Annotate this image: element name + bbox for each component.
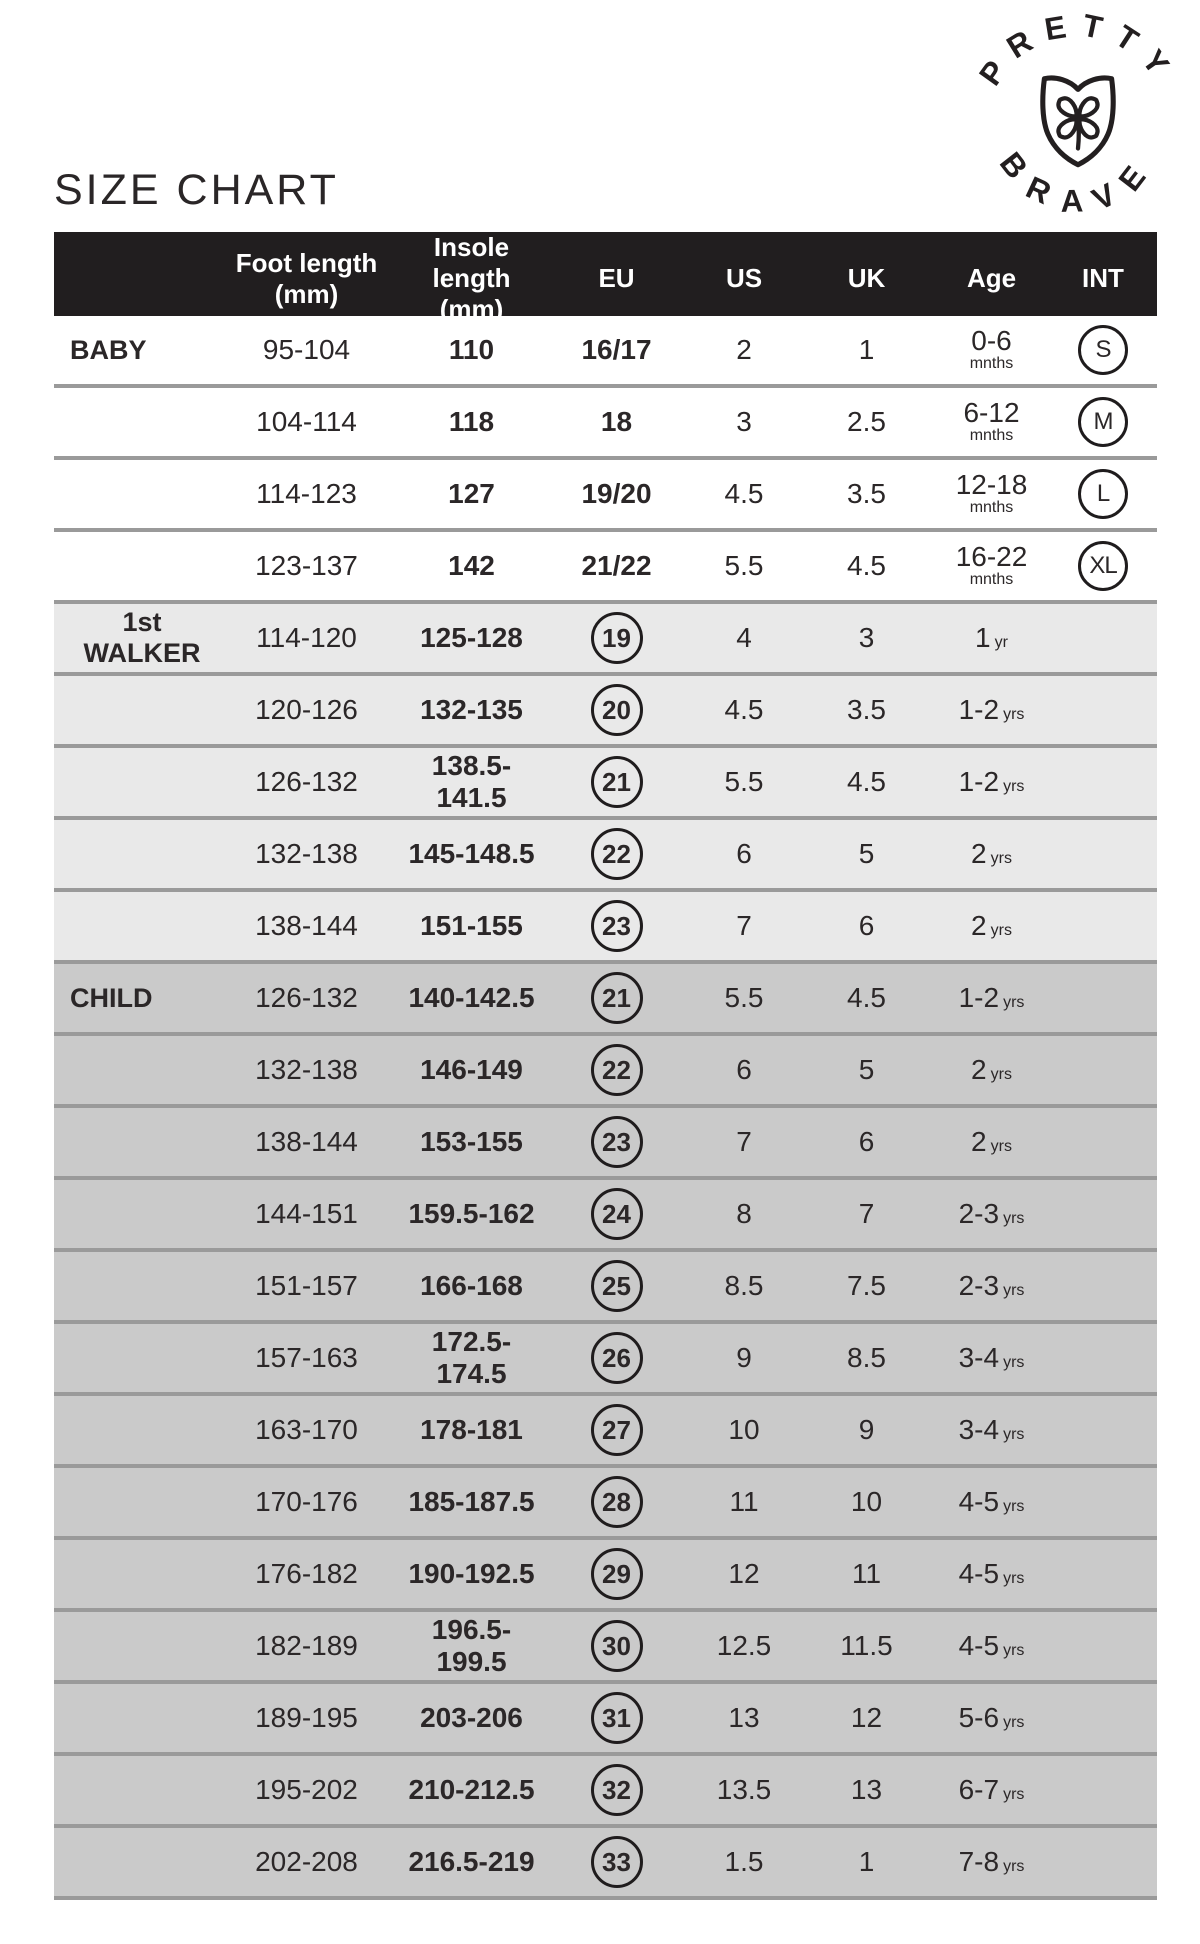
eu-size-circle: 33: [591, 1836, 643, 1888]
eu-size-cell: [544, 756, 689, 808]
age-cell: [934, 1558, 1049, 1590]
age-value: [959, 1630, 1025, 1662]
uk-size-value: 3: [858, 622, 875, 653]
row-category-label: CHILD: [70, 982, 153, 1013]
header-cell-us: US: [725, 263, 763, 293]
eu-size-circle: 29: [591, 1548, 643, 1600]
age-range: 3-4: [958, 1342, 1000, 1373]
age-cell: [934, 694, 1049, 726]
age-cell: [934, 1342, 1049, 1374]
eu-size-value: 21/22: [581, 550, 652, 581]
uk-size-value: 11.5: [840, 1630, 893, 1661]
eu-size-cell: [544, 406, 689, 438]
int-size-cell: [1049, 397, 1157, 447]
age-value: [963, 399, 1019, 445]
eu-size-cell: [544, 1692, 689, 1744]
age-unit: yrs: [1003, 1282, 1025, 1299]
age-cell: [934, 399, 1049, 445]
table-row: [54, 892, 1157, 964]
age-unit: yrs: [990, 1138, 1012, 1155]
age-cell: [934, 327, 1049, 373]
eu-size-circle: 21: [591, 972, 643, 1024]
table-row: [54, 1036, 1157, 1108]
table-row: [54, 748, 1157, 820]
eu-size-circle: 25: [591, 1260, 643, 1312]
eu-size-circle: 21: [591, 756, 643, 808]
uk-size-value: 3.5: [847, 478, 886, 509]
insole-length-value: 166-168: [420, 1270, 523, 1301]
age-range: 16-22: [955, 541, 1028, 572]
insole-length-value: 178-181: [420, 1414, 523, 1445]
age-range: 4-5: [958, 1486, 1000, 1517]
age-range: 2: [971, 1054, 987, 1085]
age-range: 5-6: [958, 1702, 1000, 1733]
age-range: 3-4: [958, 1414, 1000, 1445]
us-size-value: 7: [736, 910, 752, 941]
age-cell: [934, 543, 1049, 589]
insole-length-value: 203-206: [420, 1702, 523, 1733]
age-unit: yrs: [1003, 1210, 1025, 1227]
int-size-circle: L: [1078, 469, 1128, 519]
eu-size-circle: 22: [591, 828, 643, 880]
us-size-value: 9: [736, 1342, 752, 1373]
age-unit: yrs: [1003, 1786, 1025, 1803]
age-unit: yrs: [1003, 1714, 1025, 1731]
eu-size-cell: [544, 1188, 689, 1240]
foot-length-value: 126-132: [255, 766, 358, 797]
insole-length-value: 110: [448, 334, 495, 365]
us-size-value: 8: [736, 1198, 752, 1229]
age-unit: yrs: [990, 1066, 1012, 1083]
header-cell-eu: EU: [598, 263, 635, 293]
age-value: [959, 1270, 1025, 1302]
us-size-value: 8.5: [724, 1270, 764, 1301]
table-row: [54, 316, 1157, 388]
uk-size-value: 4.5: [847, 982, 886, 1013]
insole-length-value: 153-155: [420, 1126, 523, 1157]
uk-size-value: 5: [858, 1054, 875, 1085]
age-range: 4-5: [958, 1558, 1000, 1589]
age-cell: [934, 1774, 1049, 1806]
brand-logo: [966, 12, 1190, 236]
uk-size-value: 13: [850, 1774, 883, 1805]
us-size-value: 2: [736, 334, 752, 365]
uk-size-value: 6: [858, 1126, 875, 1157]
age-cell: [934, 1702, 1049, 1734]
eu-size-cell: [544, 1620, 689, 1672]
eu-size-cell: [544, 1764, 689, 1816]
age-cell: [934, 1270, 1049, 1302]
header-cell-foot-length: Foot length (mm): [235, 247, 378, 309]
age-value: [959, 982, 1025, 1014]
foot-length-value: 189-195: [255, 1702, 358, 1733]
us-size-value: 1.5: [724, 1846, 764, 1877]
age-unit: yr: [994, 634, 1008, 651]
eu-size-cell: [544, 684, 689, 736]
eu-size-circle: 22: [591, 1044, 643, 1096]
table-row: [54, 1468, 1157, 1540]
foot-length-value: 114-123: [256, 478, 357, 509]
eu-size-value: 16/17: [581, 334, 652, 365]
age-value: [959, 694, 1025, 726]
age-range: 6-7: [958, 1774, 1000, 1805]
us-size-value: 10: [728, 1414, 760, 1445]
insole-length-value: 142: [448, 550, 495, 581]
logo-top-text: PRETTY: [971, 12, 1185, 92]
age-unit: yrs: [1003, 706, 1025, 723]
int-size-cell: [1049, 541, 1157, 591]
age-cell: [934, 622, 1049, 654]
row-category-label: 1st WALKER: [83, 607, 201, 668]
eu-size-cell: [544, 900, 689, 952]
table-row: [54, 1396, 1157, 1468]
age-range: 2: [971, 838, 987, 869]
us-size-value: 11: [729, 1486, 759, 1517]
age-unit: yrs: [990, 922, 1012, 939]
insole-length-value: 190-192.5: [408, 1558, 535, 1589]
eu-size-cell: [544, 550, 689, 582]
uk-size-value: 8.5: [847, 1342, 886, 1373]
age-range: 2: [971, 1126, 987, 1157]
header-cell-int: INT: [1082, 263, 1124, 293]
age-value: [971, 910, 1012, 942]
foot-length-value: 157-163: [255, 1342, 358, 1373]
foot-length-value: 132-138: [255, 838, 358, 869]
us-size-value: 4.5: [724, 478, 764, 509]
table-row: [54, 604, 1157, 676]
insole-length-value: 118: [448, 406, 495, 437]
foot-length-value: 163-170: [255, 1414, 358, 1445]
eu-size-circle: 30: [591, 1620, 643, 1672]
insole-length-value: 138.5-141.5: [431, 750, 512, 813]
uk-size-value: 7: [858, 1198, 875, 1229]
eu-size-circle: 32: [591, 1764, 643, 1816]
insole-length-value: 145-148.5: [408, 838, 535, 869]
insole-length-value: 185-187.5: [408, 1486, 535, 1517]
eu-size-value: 19/20: [581, 478, 652, 509]
us-size-value: 13: [728, 1702, 760, 1733]
age-range: 1: [975, 622, 991, 653]
eu-size-circle: 23: [591, 900, 643, 952]
header-cell-age: Age: [966, 263, 1017, 293]
age-cell: [934, 1126, 1049, 1158]
us-size-value: 3: [736, 406, 752, 437]
us-size-value: 5.5: [724, 766, 764, 797]
uk-size-value: 6: [858, 910, 875, 941]
logo-bottom-text: BRAVE: [992, 145, 1164, 219]
age-cell: [934, 982, 1049, 1014]
uk-size-value: 9: [858, 1414, 875, 1445]
uk-size-value: 10: [850, 1486, 883, 1517]
int-size-circle: XL: [1078, 541, 1128, 591]
foot-length-value: 182-189: [255, 1630, 358, 1661]
age-unit: yrs: [1003, 1858, 1025, 1875]
foot-length-value: 170-176: [255, 1486, 358, 1517]
us-size-value: 7: [736, 1126, 752, 1157]
eu-size-cell: [544, 612, 689, 664]
table-row: [54, 1540, 1157, 1612]
age-range: 12-18: [955, 469, 1028, 500]
eu-size-cell: [544, 478, 689, 510]
eu-size-circle: 28: [591, 1476, 643, 1528]
age-range: 1-2: [958, 694, 1000, 725]
insole-length-value: 125-128: [420, 622, 523, 653]
age-value: [959, 1198, 1025, 1230]
age-range: 2-3: [958, 1270, 1000, 1301]
insole-length-value: 140-142.5: [408, 982, 535, 1013]
header-cell-uk: UK: [847, 263, 886, 293]
eu-size-circle: 20: [591, 684, 643, 736]
foot-length-value: 104-114: [256, 406, 357, 437]
us-size-value: 4.5: [724, 694, 764, 725]
age-cell: [934, 1486, 1049, 1518]
uk-size-value: 1: [858, 334, 875, 365]
insole-length-value: 159.5-162: [408, 1198, 535, 1229]
eu-size-cell: [544, 1116, 689, 1168]
age-range: 6-12: [963, 397, 1020, 428]
table-row: [54, 820, 1157, 892]
age-range: 2-3: [958, 1198, 1000, 1229]
age-value: [956, 471, 1028, 517]
eu-size-cell: [544, 1260, 689, 1312]
us-size-value: 4: [736, 622, 752, 653]
foot-length-value: 202-208: [255, 1846, 358, 1877]
age-range: 4-5: [958, 1630, 1000, 1661]
eu-size-cell: [544, 334, 689, 366]
header-cell-insole-length: Insole length (mm): [432, 232, 511, 324]
uk-size-value: 1: [858, 1846, 875, 1877]
uk-size-value: 2.5: [847, 406, 886, 437]
shield-clover-icon: [1043, 78, 1113, 165]
foot-length-value: 176-182: [255, 1558, 358, 1589]
foot-length-value: 144-151: [255, 1198, 358, 1229]
age-value: [971, 1126, 1012, 1158]
foot-length-value: 132-138: [255, 1054, 358, 1085]
uk-size-value: 4.5: [847, 766, 886, 797]
row-category-label: BABY: [70, 334, 147, 365]
age-unit: yrs: [1003, 994, 1025, 1011]
page-title: SIZE CHART: [54, 166, 339, 214]
age-range: 0-6: [971, 325, 1012, 356]
uk-size-value: 11: [851, 1558, 882, 1589]
age-value: [959, 1486, 1025, 1518]
table-row: [54, 532, 1157, 604]
age-cell: [934, 838, 1049, 870]
us-size-value: 12.5: [716, 1630, 772, 1661]
insole-length-value: 151-155: [420, 910, 523, 941]
age-cell: [934, 1198, 1049, 1230]
table-row: [54, 460, 1157, 532]
insole-length-value: 216.5-219: [408, 1846, 535, 1877]
age-cell: [934, 766, 1049, 798]
age-unit: yrs: [1003, 778, 1025, 795]
age-value: [959, 1846, 1025, 1878]
eu-size-circle: 23: [591, 1116, 643, 1168]
age-cell: [934, 1414, 1049, 1446]
table-row: [54, 388, 1157, 460]
int-size-cell: [1049, 469, 1157, 519]
age-cell: [934, 471, 1049, 517]
age-range: 7-8: [958, 1846, 1000, 1877]
insole-length-value: 196.5-199.5: [431, 1614, 512, 1677]
age-range: 1-2: [958, 982, 1000, 1013]
table-row: [54, 1828, 1157, 1900]
age-value: [956, 543, 1028, 589]
us-size-value: 13.5: [716, 1774, 772, 1805]
us-size-value: 5.5: [724, 982, 764, 1013]
uk-size-value: 4.5: [847, 550, 886, 581]
table-header: [54, 232, 1157, 324]
eu-size-cell: [544, 1836, 689, 1888]
age-unit: yrs: [990, 850, 1012, 867]
eu-size-cell: [544, 1548, 689, 1600]
age-unit: yrs: [1003, 1354, 1025, 1371]
foot-length-value: 138-144: [255, 910, 358, 941]
age-cell: [934, 1054, 1049, 1086]
eu-size-circle: 31: [591, 1692, 643, 1744]
age-value: [970, 327, 1014, 373]
insole-length-value: 146-149: [420, 1054, 523, 1085]
table-row: [54, 1612, 1157, 1684]
uk-size-value: 12: [850, 1702, 883, 1733]
int-size-circle: M: [1078, 397, 1128, 447]
eu-size-circle: 24: [591, 1188, 643, 1240]
eu-size-circle: 19: [591, 612, 643, 664]
age-range: 2: [971, 910, 987, 941]
int-size-cell: [1049, 325, 1157, 375]
age-value: [959, 766, 1025, 798]
insole-length-value: 172.5-174.5: [431, 1326, 512, 1389]
age-value: [959, 1414, 1025, 1446]
eu-size-cell: [544, 972, 689, 1024]
age-unit: mnths: [969, 355, 1014, 372]
foot-length-value: 95-104: [262, 334, 351, 365]
eu-size-cell: [544, 1044, 689, 1096]
insole-length-value: 127: [448, 478, 495, 509]
age-value: [959, 1558, 1025, 1590]
table-row: [54, 676, 1157, 748]
table-row: [54, 1756, 1157, 1828]
table-row: [54, 1108, 1157, 1180]
age-value: [959, 1774, 1025, 1806]
foot-length-value: 126-132: [255, 982, 358, 1013]
age-unit: mnths: [969, 571, 1014, 588]
age-value: [959, 1702, 1025, 1734]
age-value: [959, 1342, 1025, 1374]
foot-length-value: 123-137: [255, 550, 358, 581]
size-table: [54, 232, 1157, 1900]
age-unit: yrs: [1003, 1642, 1025, 1659]
uk-size-value: 3.5: [847, 694, 886, 725]
us-size-value: 12: [728, 1558, 760, 1589]
foot-length-value: 138-144: [255, 1126, 358, 1157]
age-value: [975, 622, 1008, 654]
age-value: [971, 838, 1012, 870]
age-value: [971, 1054, 1012, 1086]
eu-size-cell: [544, 1476, 689, 1528]
foot-length-value: 120-126: [255, 694, 358, 725]
age-cell: [934, 910, 1049, 942]
eu-size-cell: [544, 1332, 689, 1384]
age-cell: [934, 1630, 1049, 1662]
age-cell: [934, 1846, 1049, 1878]
table-row: [54, 1684, 1157, 1756]
foot-length-value: 114-120: [256, 622, 357, 653]
eu-size-value: 18: [600, 406, 633, 437]
us-size-value: 6: [736, 838, 752, 869]
table-row: [54, 1180, 1157, 1252]
eu-size-circle: 26: [591, 1332, 643, 1384]
uk-size-value: 5: [858, 838, 875, 869]
age-unit: mnths: [969, 427, 1014, 444]
table-row: [54, 1252, 1157, 1324]
table-row: [54, 964, 1157, 1036]
age-unit: mnths: [969, 499, 1014, 516]
int-size-circle: S: [1078, 325, 1128, 375]
eu-size-cell: [544, 828, 689, 880]
age-unit: yrs: [1003, 1570, 1025, 1587]
insole-length-value: 132-135: [420, 694, 523, 725]
foot-length-value: 151-157: [255, 1270, 358, 1301]
eu-size-cell: [544, 1404, 689, 1456]
age-unit: yrs: [1003, 1426, 1025, 1443]
size-table-body: [54, 316, 1157, 1900]
us-size-value: 6: [736, 1054, 752, 1085]
us-size-value: 5.5: [724, 550, 764, 581]
age-unit: yrs: [1003, 1498, 1025, 1515]
table-row: [54, 1324, 1157, 1396]
foot-length-value: 195-202: [255, 1774, 358, 1805]
eu-size-circle: 27: [591, 1404, 643, 1456]
insole-length-value: 210-212.5: [408, 1774, 535, 1805]
uk-size-value: 7.5: [847, 1270, 886, 1301]
age-range: 1-2: [958, 766, 1000, 797]
